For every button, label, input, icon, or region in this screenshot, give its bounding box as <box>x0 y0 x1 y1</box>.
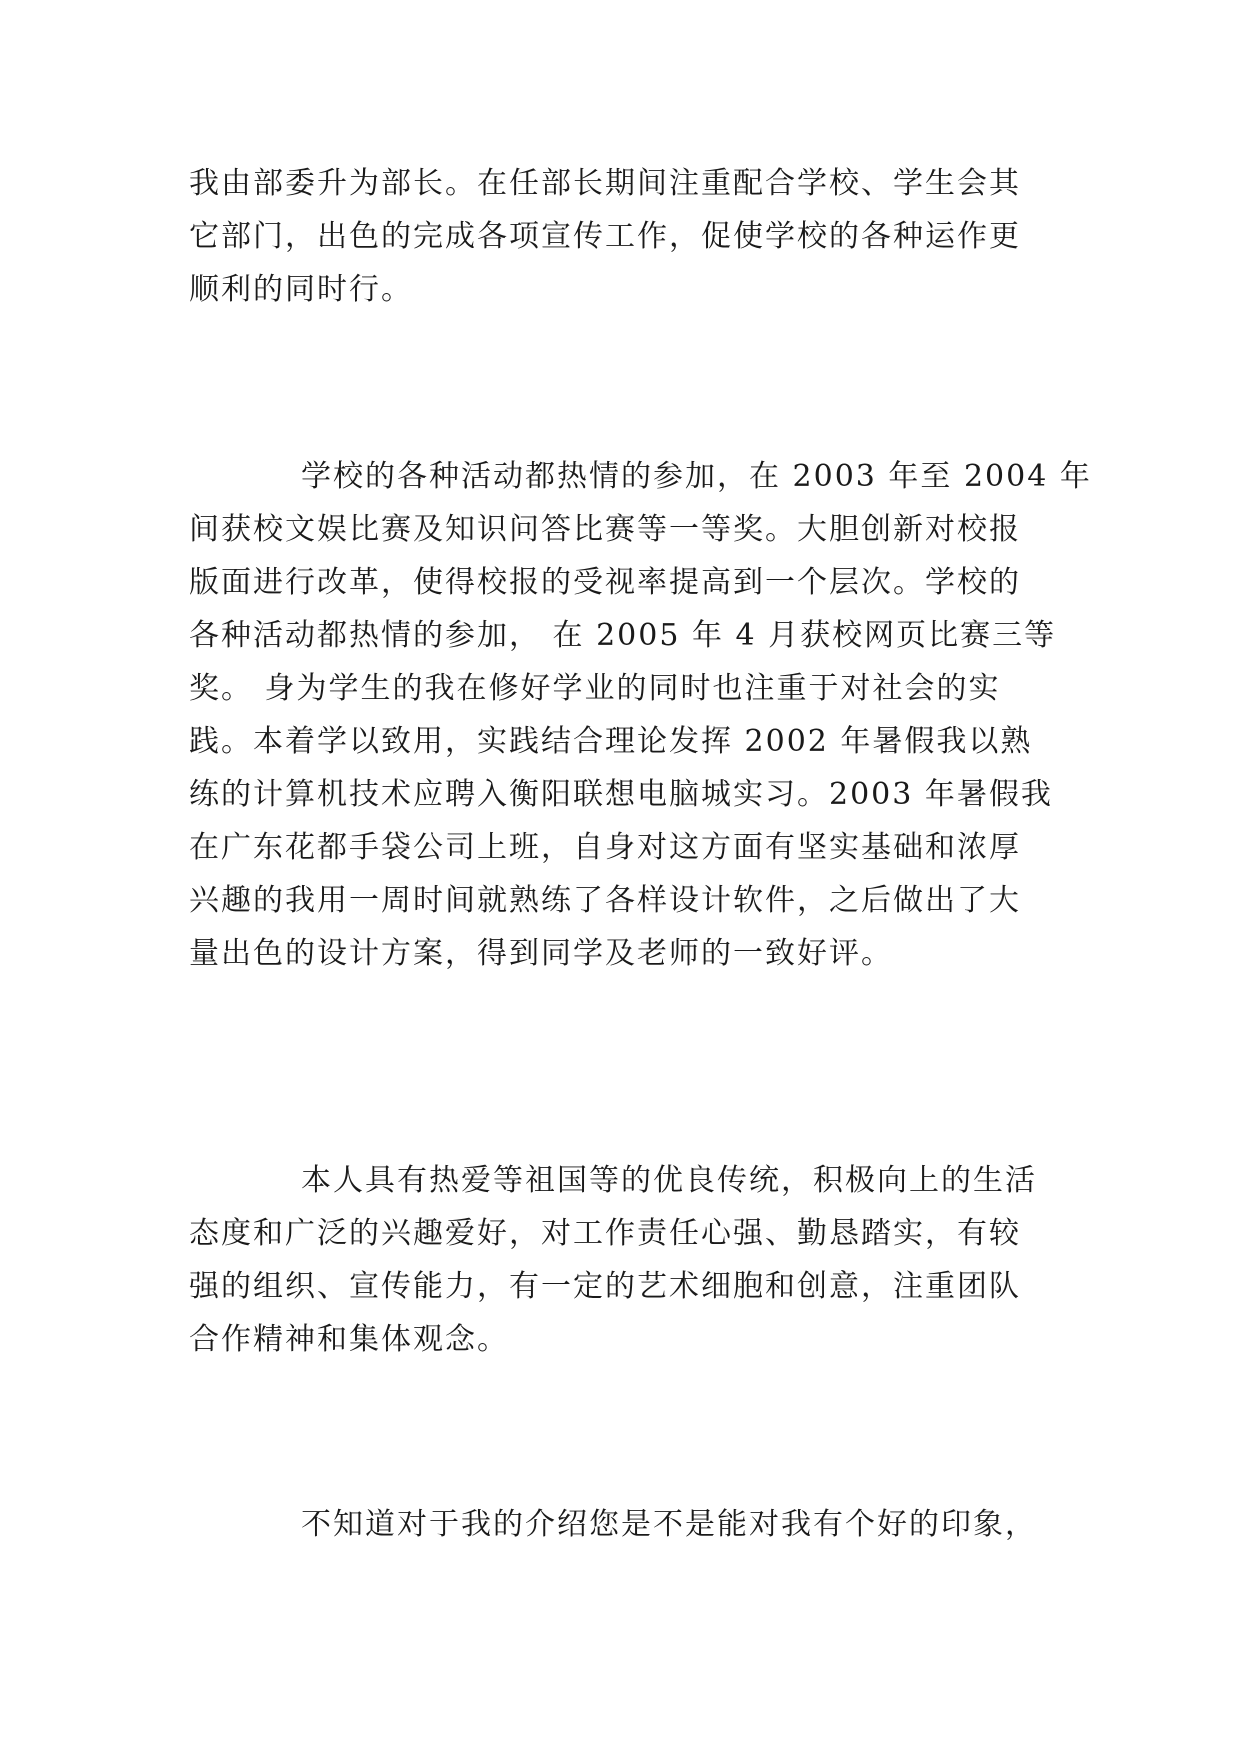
text-line: 态度和广泛的兴趣爱好，对工作责任心强、勤恳踏实，有较 <box>189 1216 1021 1251</box>
paragraph-activities-and-practice <box>189 450 1092 980</box>
text-line: 我由部委升为部长。在任部长期间注重配合学校、学生会其 <box>189 166 1021 201</box>
paragraph-department-head <box>189 157 1049 316</box>
paragraph-personal-qualities <box>189 1154 1049 1366</box>
paragraph-closing <box>189 1498 1049 1551</box>
text-line: 顺利的同时行。 <box>189 272 413 307</box>
text-line: 间获校文娱比赛及知识问答比赛等一等奖。大胆创新对校报 <box>189 512 1021 547</box>
text-line: 践。本着学以致用，实践结合理论发挥 2002 年暑假我以熟 <box>189 724 1033 759</box>
text-line: 不知道对于我的介绍您是不是能对我有个好的印象， <box>301 1507 1037 1542</box>
text-line: 各种活动都热情的参加， 在 2005 年 4 月获校网页比赛三等 <box>189 618 1057 653</box>
text-line: 练的计算机技术应聘入衡阳联想电脑城实习。2003 年暑假我 <box>189 777 1053 812</box>
text-line: 本人具有热爱等祖国等的优良传统，积极向上的生活 <box>301 1163 1037 1198</box>
text-line: 兴趣的我用一周时间就熟练了各样设计软件，之后做出了大 <box>189 883 1021 918</box>
text-line: 它部门，出色的完成各项宣传工作，促使学校的各种运作更 <box>189 219 1021 254</box>
text-line: 强的组织、宣传能力，有一定的艺术细胞和创意，注重团队 <box>189 1269 1021 1304</box>
text-line: 在广东花都手袋公司上班，自身对这方面有坚实基础和浓厚 <box>189 830 1021 865</box>
text-line: 合作精神和集体观念。 <box>189 1322 509 1357</box>
text-line: 奖。 身为学生的我在修好学业的同时也注重于对社会的实 <box>189 671 1001 706</box>
text-line: 版面进行改革，使得校报的受视率提高到一个层次。学校的 <box>189 565 1021 600</box>
text-line: 学校的各种活动都热情的参加，在 2003 年至 2004 年 <box>301 459 1092 494</box>
text-line: 量出色的设计方案，得到同学及老师的一致好评。 <box>189 936 893 971</box>
